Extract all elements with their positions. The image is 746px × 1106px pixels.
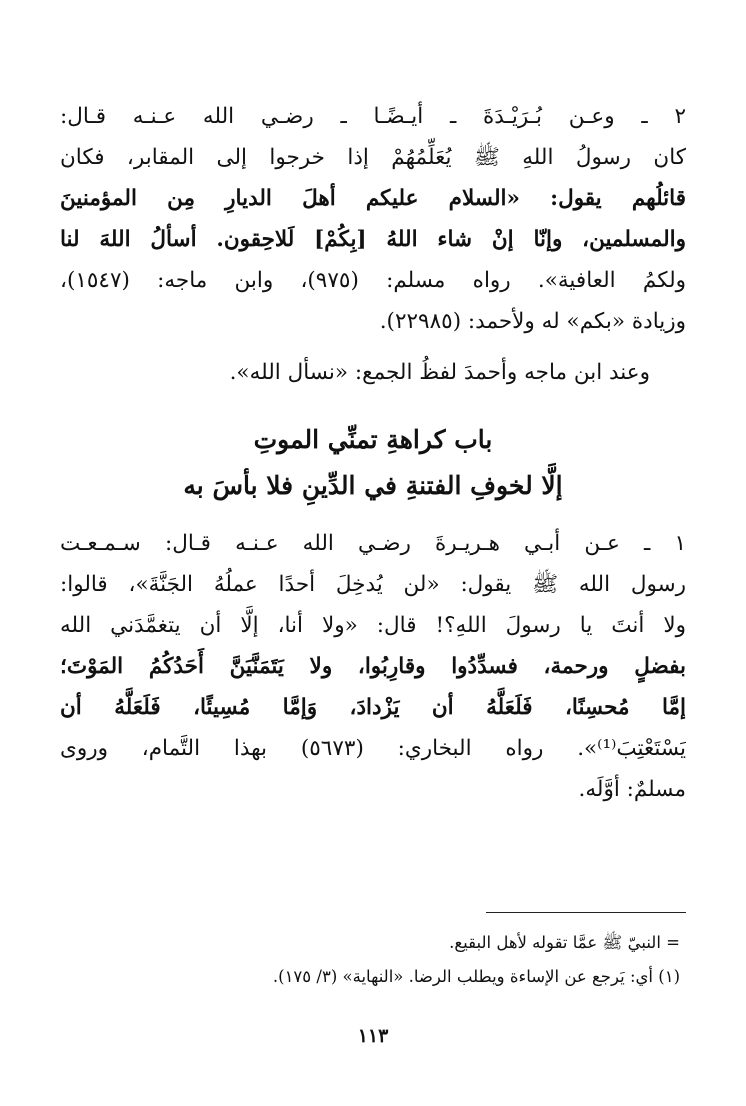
- hadith-2-line-5: ولكمُ العافية». رواه مسلم: (٩٧٥)، وابن ماجه: (١٥٤٧)،: [60, 268, 686, 293]
- hadith-2-line-2: كان رسولُ اللهِ ﷺ يُعَلِّمُهُمْ إذا خرجوا إلى المقابر، فكان: [60, 145, 686, 170]
- hadith-2-line-1: ٢ ـ وعـن بُـرَيْـدَةَ ـ أيـضًـا ـ رضـي الله عـنـه قـال:: [60, 104, 686, 129]
- hadith-1-paragraph: [60, 523, 686, 810]
- hadith-1-line-6: يَسْتَعْتِبَ⁽¹⁾». رواه البخاري: (٥٦٧٣) بهذا التَّمام، وروى: [60, 736, 686, 761]
- hadith-1-line-4: بفضلٍ ورحمة، فسدِّدُوا وقارِبُوا، ولا يَتَمَنَّيَنَّ أَحَدُكُمُ المَوْتَ؛: [60, 654, 686, 679]
- footnotes: [60, 926, 686, 994]
- hadith-2-line-6: وزيادة «بكم» له ولأحمد: (٢٢٩٨٥).: [379, 309, 686, 334]
- hadith-2-paragraph: [60, 96, 686, 342]
- hadith-2-note: وعند ابن ماجه وأحمدَ لفظُ الجمع: «نسأل الله».: [229, 360, 650, 385]
- footnote-1: (١) أي: يَرجع عن الإساءة ويطلب الرضا. «النهاية» (٣/ ١٧٥).: [272, 967, 680, 986]
- chapter-title-line-1: باب كراهةِ تمنِّي الموتِ: [253, 425, 493, 454]
- footnote-separator: [486, 912, 686, 913]
- hadith-1-line-3: ولا أنتَ يا رسولَ اللهِ؟! قال: «ولا أنا، إلَّا أن يتغمَّدَني الله: [60, 613, 686, 638]
- hadith-2-line-4: والمسلمين، وإنّا إنْ شاء اللهُ [بِكُمْ] لَلاحِقون. أسألُ اللهَ لنا: [60, 227, 686, 252]
- hadith-2-line-3: قائلُهم يقول: «السلام عليكم أهلَ الديارِ مِن المؤمنينَ: [60, 186, 686, 211]
- hadith-1-line-7: مسلمٌ: أوَّلَه.: [578, 777, 686, 802]
- chapter-title: [60, 417, 686, 509]
- footnote-continuation: = النبيّ ﷺ عمَّا تقوله لأهل البقيع.: [449, 933, 680, 952]
- page-number: ١١٣: [357, 1025, 389, 1047]
- hadith-1-line-5: إمَّا مُحسِنًا، فَلَعَلَّهُ أن يَزْدادَ، وَإمَّا مُسِيئًا، فَلَعَلَّهُ أن: [60, 695, 686, 720]
- chapter-title-line-2: إلَّا لخوفِ الفتنةِ في الدِّينِ فلا بأسَ به: [183, 471, 563, 500]
- page-body: [60, 96, 686, 810]
- hadith-1-line-2: رسول الله ﷺ يقول: «لن يُدخِلَ أحدًا عملُهُ الجَنَّةَ»، قالوا:: [60, 572, 686, 597]
- hadith-1-line-1: ١ ـ عـن أبـي هـريـرةَ رضـي الله عـنـه قـال: سـمـعـت: [60, 531, 686, 556]
